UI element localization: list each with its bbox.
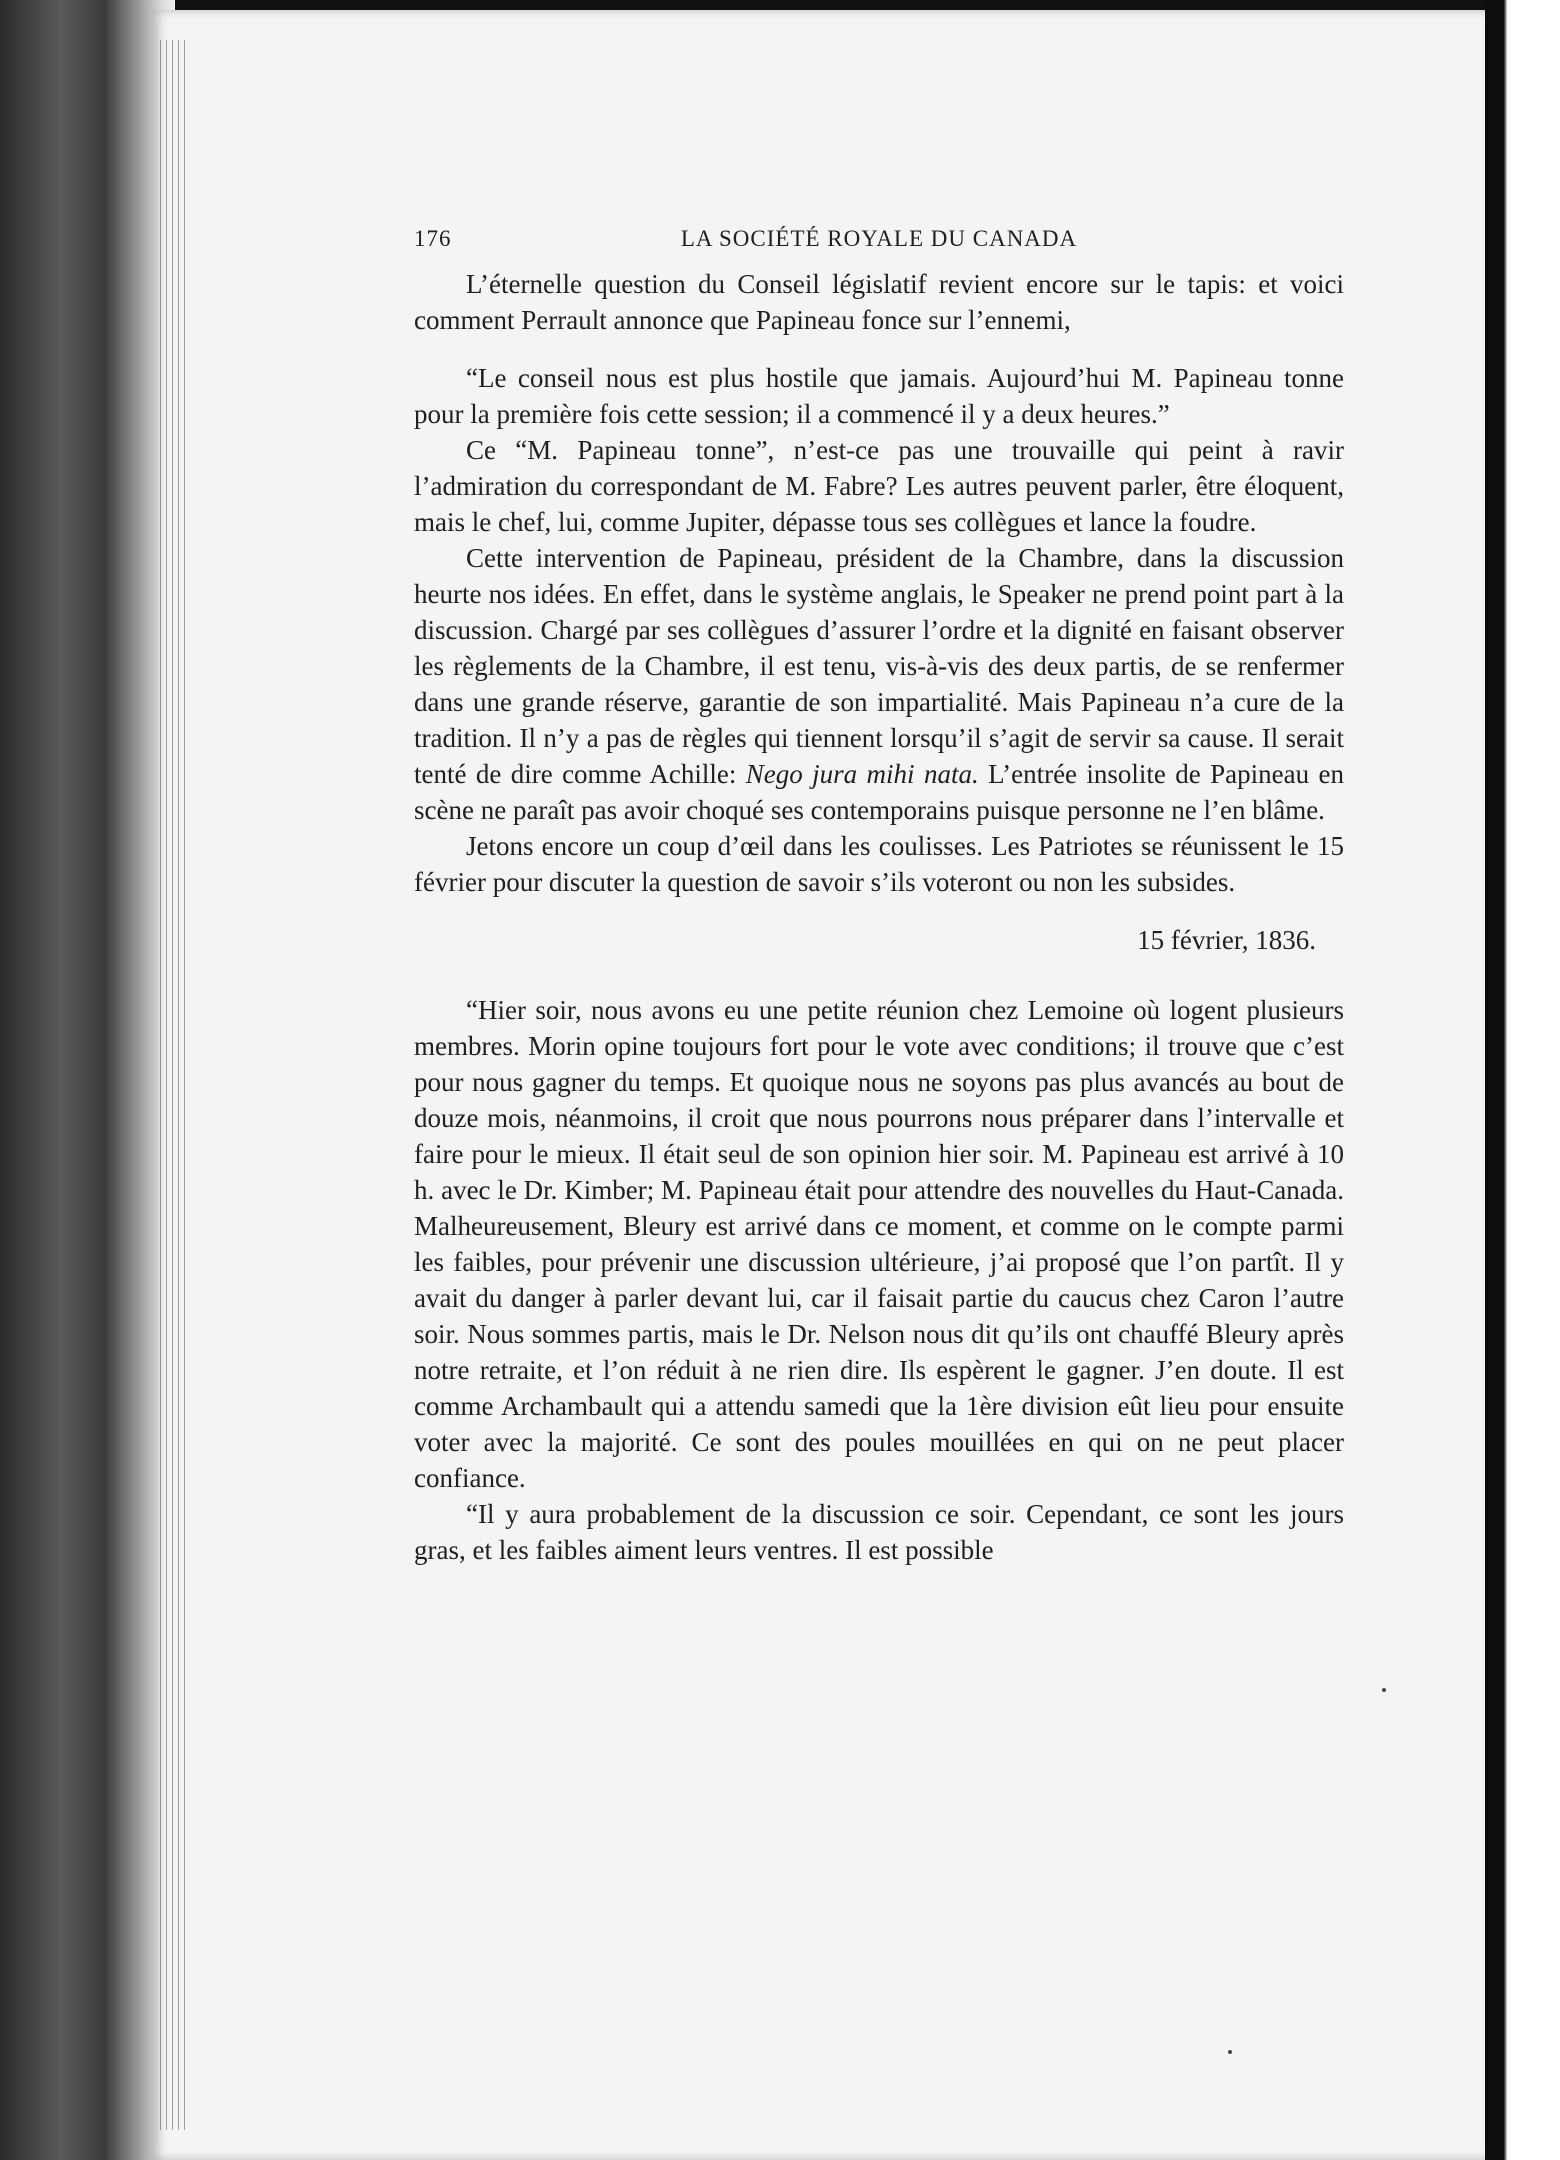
latin-quotation: Nego jura mihi nata. <box>745 759 979 789</box>
scan-border-left <box>0 0 175 2160</box>
scan-speck <box>1382 1688 1386 1692</box>
page-number: 176 <box>414 226 452 251</box>
letter-dateline: 15 février, 1836. <box>1137 925 1316 955</box>
running-head <box>414 226 1344 266</box>
scan-border-right <box>1485 0 1560 2160</box>
paragraph-4-text-a: Cette intervention de Papineau, président de la Chambre, dans la discussion heurte nos idées. En effet, dans le système anglais, le Speaker ne prend point part à la discussion. Chargé par ses collègues d’assurer l’ordre et la dignité en faisant observer les règlements de la Chambre, il est tenu, vis-à-vis des deux partis, de se renfermer dans une grande réserve, garantie de son impartialité. Mais Papineau n’a cure de la tradition. Il n’y a pas de règles qui tiennent lorsqu’il s’agit de servir sa cause. Il serait tenté de dire comme Achille: <box>414 543 1344 789</box>
running-title: LA SOCIÉTÉ ROYALE DU CANADA <box>680 226 1078 251</box>
scan-speck <box>1228 2050 1232 2054</box>
paragraph-1: L’éternelle question du Conseil législatif revient encore sur le tapis: et voici comment Perrault annonce que Papineau fonce sur l’ennemi, <box>414 269 1344 335</box>
paragraph-4 <box>414 540 1344 828</box>
paragraph-6-quote: “Hier soir, nous avons eu une petite réunion chez Lemoine où logent plusieurs membres. Morin opine toujours fort pour le vote avec conditions; il trouve que c’est pour nous gagner du temps. Et quoique nous ne soyons pas plus avancés au bout de douze mois, néanmoins, il croit que nous pourrons nous préparer dans l’intervalle et faire pour le mieux. Il était seul de son opinion hier soir. M. Papineau est arrivé à 10 h. avec le Dr. Kimber; M. Papineau était pour attendre des nouvelles du Haut-Canada. Malheureusement, Bleury est arrivé dans ce moment, et comme on le compte parmi les faibles, pour prévenir une discussion ultérieure, j’ai proposé que l’on partît. Il y avait du danger à parler devant lui, car il faisait partie du caucus chez Caron l’autre soir. Nous sommes partis, mais le Dr. Nelson nous dit qu’ils ont chauffé Bleury après notre retraite, et l’on réduit à ne rien dire. Ils espèrent le gagner. J’en doute. Il est comme Archambault qui a attendu samedi que la 1ère division eût lieu pour ensuite voter avec la majorité. Ce sont des poules mouillées en qui on ne peut placer confiance. <box>414 995 1344 1493</box>
page-content <box>414 226 1344 1568</box>
paragraph-4-text-b: L’entrée insolite de Papineau en scène ne paraît pas avoir choqué ses contemporains puisque personne ne l’en blâme. <box>414 759 1344 825</box>
paragraph-5: Jetons encore un coup d’œil dans les coulisses. Les Patriotes se réunissent le 15 février pour discuter la question de savoir s’ils voteront ou non les subsides. <box>414 831 1344 897</box>
paragraph-2-quote: “Le conseil nous est plus hostile que jamais. Aujourd’hui M. Papineau tonne pour la première fois cette session; il a commencé il y a deux heures.” <box>414 363 1344 429</box>
page-stack-edge <box>155 40 185 2130</box>
paragraph-3: Ce “M. Papineau tonne”, n’est-ce pas une trouvaille qui peint à ravir l’admiration du correspondant de M. Fabre? Les autres peuvent parler, être éloquent, mais le chef, lui, comme Jupiter, dépasse tous ses collègues et lance la foudre. <box>414 435 1344 537</box>
paragraph-7-quote: “Il y aura probablement de la discussion ce soir. Cependant, ce sont les jours gras, et les faibles aiment leurs ventres. Il est possible <box>414 1499 1344 1565</box>
